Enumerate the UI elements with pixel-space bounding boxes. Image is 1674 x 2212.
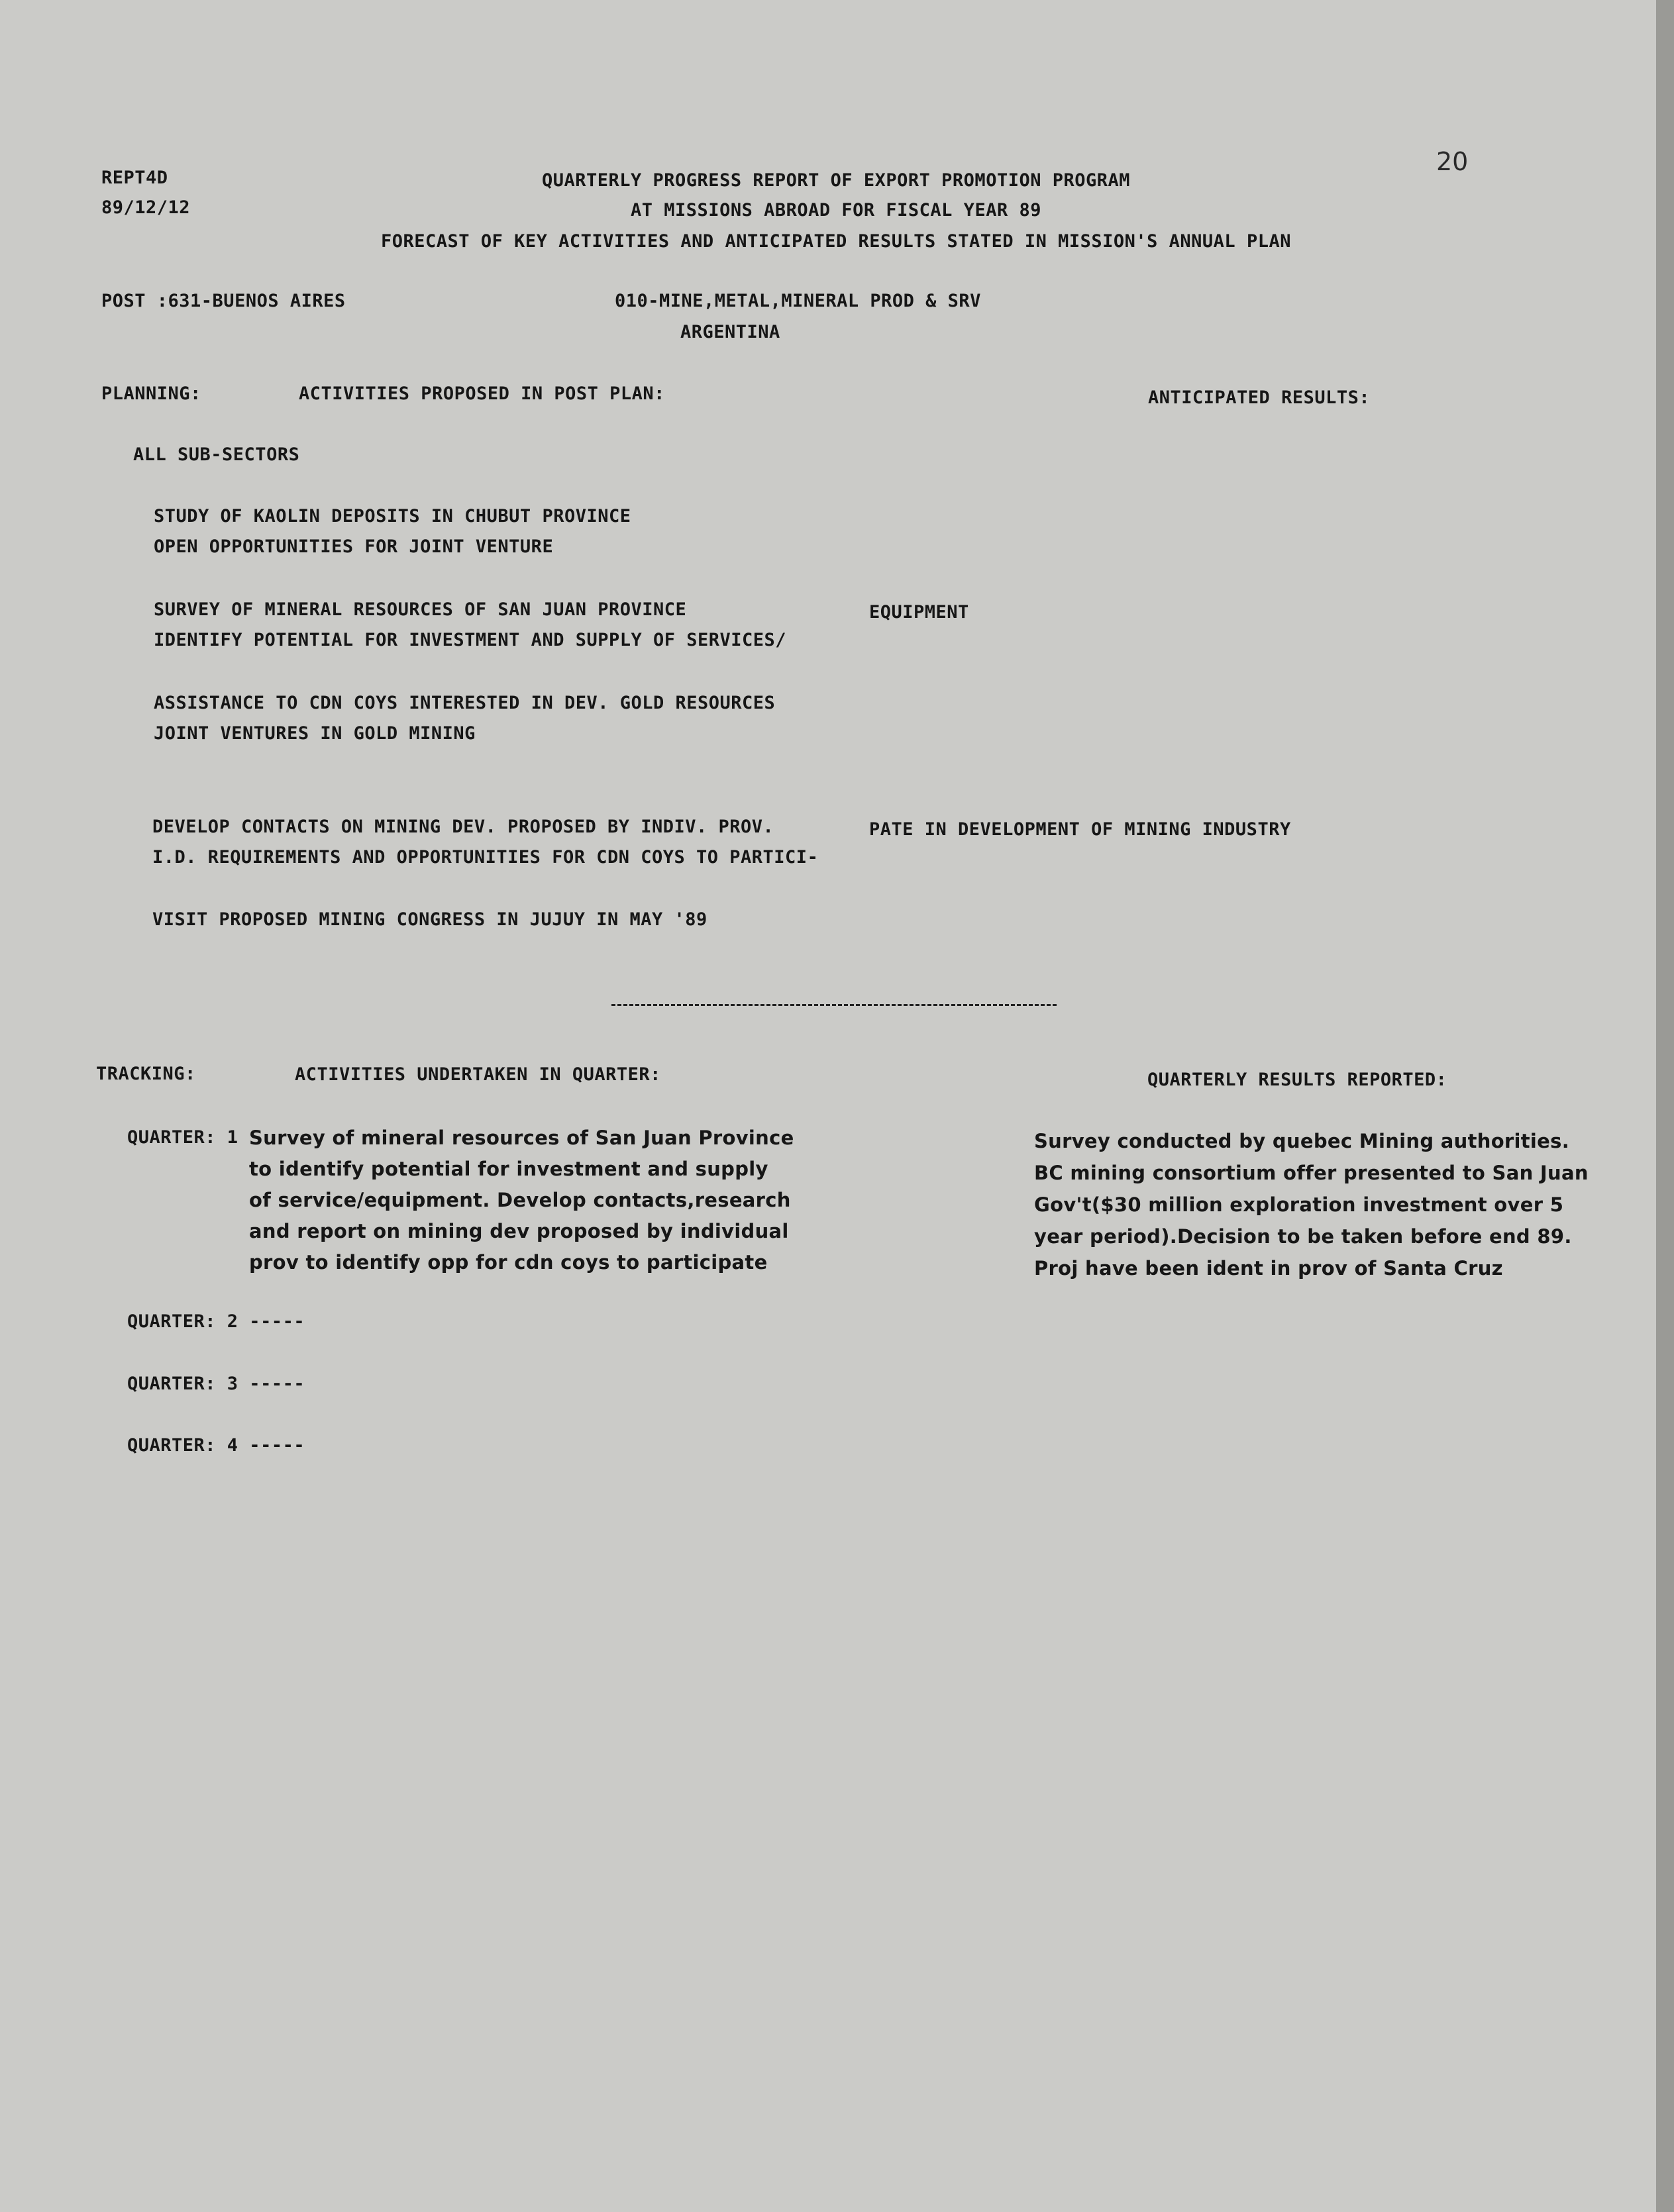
planned-activity: IDENTIFY POTENTIAL FOR INVESTMENT AND SUPPLY OF SERVICES/ xyxy=(154,630,787,650)
quarter-1-activity-line: of service/equipment. Develop contacts,research xyxy=(249,1189,791,1211)
quarter-1-activity-line: and report on mining dev proposed by individual xyxy=(249,1220,789,1242)
report-date: 89/12/12 xyxy=(101,197,191,218)
quarter-1-result-line: year period).Decision to be taken before end 89. xyxy=(1034,1225,1572,1248)
page-number: 20 xyxy=(1436,147,1469,176)
quarter-1-activity-line: Survey of mineral resources of San Juan Province xyxy=(249,1127,794,1149)
country-label: ARGENTINA xyxy=(680,322,780,342)
anticipated-results-heading: ANTICIPATED RESULTS: xyxy=(1148,387,1371,408)
quarter-4-label: QUARTER: 4 ----- xyxy=(127,1435,305,1456)
quarter-1-activity-line: prov to identify opp for cdn coys to participate xyxy=(249,1251,768,1274)
quarter-1-result-line: Gov't($30 million exploration investment over 5 xyxy=(1034,1193,1564,1216)
quarter-1-result-line: Proj have been ident in prov of Santa Cruz xyxy=(1034,1257,1503,1280)
planned-activity: STUDY OF KAOLIN DEPOSITS IN CHUBUT PROVINCE xyxy=(154,506,631,527)
planned-activity: VISIT PROPOSED MINING CONGRESS IN JUJUY IN MAY '89 xyxy=(152,909,707,930)
planning-label: PLANNING: xyxy=(101,383,201,404)
quarter-3-label: QUARTER: 3 ----- xyxy=(127,1374,305,1394)
planned-activity: I.D. REQUIREMENTS AND OPPORTUNITIES FOR CDN COYS TO PARTICI- xyxy=(152,847,819,868)
report-title-line3: FORECAST OF KEY ACTIVITIES AND ANTICIPATED RESULTS STATED IN MISSION'S ANNUAL PLAN xyxy=(381,231,1291,252)
planned-activity: DEVELOP CONTACTS ON MINING DEV. PROPOSED BY INDIV. PROV. xyxy=(152,817,774,837)
planned-activity: JOINT VENTURES IN GOLD MINING xyxy=(154,723,476,744)
quarter-1-result-line: BC mining consortium offer presented to San Juan xyxy=(1034,1162,1589,1184)
tracking-label: TRACKING: xyxy=(96,1064,196,1084)
planned-activity: OPEN OPPORTUNITIES FOR JOINT VENTURE xyxy=(154,536,554,557)
section-separator xyxy=(611,1004,1057,1006)
sector-label: 010-MINE,METAL,MINERAL PROD & SRV xyxy=(615,291,981,311)
page-edge-shadow xyxy=(1656,0,1674,2212)
quarter-1-label: QUARTER: 1 xyxy=(127,1127,238,1148)
quarter-2-label: QUARTER: 2 ----- xyxy=(127,1311,305,1332)
report-title-line2: AT MISSIONS ABROAD FOR FISCAL YEAR 89 xyxy=(631,200,1041,221)
quarter-1-activity-line: to identify potential for investment and supply xyxy=(249,1158,768,1180)
quarter-1-result-line: Survey conducted by quebec Mining authorities. xyxy=(1034,1130,1570,1152)
report-title-line1: QUARTERLY PROGRESS REPORT OF EXPORT PROMOTION PROGRAM xyxy=(541,170,1131,191)
quarterly-results-heading: QUARTERLY RESULTS REPORTED: xyxy=(1147,1070,1447,1090)
planned-activity: SURVEY OF MINERAL RESOURCES OF SAN JUAN PROVINCE xyxy=(154,599,687,620)
subsector-label: ALL SUB-SECTORS xyxy=(133,444,300,465)
anticipated-result: PATE IN DEVELOPMENT OF MINING INDUSTRY xyxy=(869,819,1291,840)
tracking-activities-heading: ACTIVITIES UNDERTAKEN IN QUARTER: xyxy=(295,1064,661,1085)
post-label: POST :631-BUENOS AIRES xyxy=(101,291,346,311)
planned-activity: ASSISTANCE TO CDN COYS INTERESTED IN DEV. GOLD RESOURCES xyxy=(154,693,776,713)
anticipated-result: EQUIPMENT xyxy=(869,602,969,623)
report-id: REPT4D xyxy=(101,168,168,188)
planning-activities-heading: ACTIVITIES PROPOSED IN POST PLAN: xyxy=(299,383,665,404)
